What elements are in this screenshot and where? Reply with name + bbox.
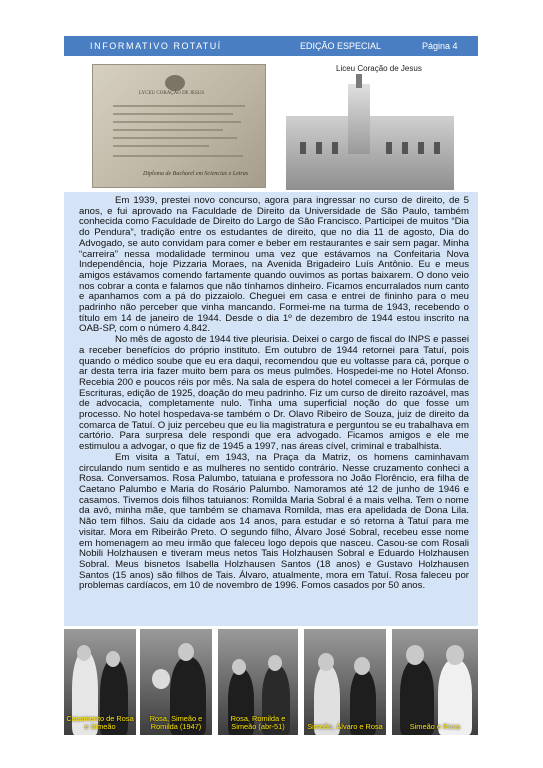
diploma-school: LYCEU CORAÇÃO DE JESUS (139, 91, 205, 96)
photo-simeao-alvaro-rosa (304, 629, 386, 735)
diploma-title: Diploma de Bacharel em Sciencias e Letras (143, 171, 249, 177)
article-body (64, 192, 478, 626)
photo-wedding (64, 629, 136, 735)
photo-family-1951 (218, 629, 298, 735)
edition-label: EDIÇÃO ESPECIAL (300, 41, 382, 51)
photo-family-1947 (140, 629, 212, 735)
crest-icon (165, 75, 185, 91)
page-number: Página 4 (422, 41, 458, 51)
photo-caption: Simeão, Álvaro e Rosa (307, 722, 383, 731)
photo-strip (64, 629, 478, 735)
publication-name: INFORMATIVO ROTATUÍ (90, 41, 222, 51)
school-photo-caption: Liceu Coração de Jesus (336, 64, 422, 73)
page-header (64, 36, 478, 56)
photo-caption: Simeão e Rosa (409, 722, 461, 731)
photo-caption: Casamento de Rosa e Simeão (66, 714, 134, 731)
paragraph: Em 1939, prestei novo concurso, agora para ingressar no curso de direito, de 5 anos, e fui aprovado na Faculdade de Direito da Universidade de São Paulo, também conhecida como Faculdade de Direito do Largo de São Francisco. Participei de muitos “Dia do Pendura”, tradição entre os estudantes de direito, que no dia 11 de agosto, Dia do Advogado, se auto convidam para comer e beber em restaurantes e sair sem pagar. Minha “carreira” nessa modalidade terminou uma vez que estávamos na Confeitaria Nova Independência, hoje Pizzaria Moraes, na Avenida Brigadeiro Luís Antônio. Eu e meus amigos estávamos comendo fartamente quando ouvimos as portas baixarem. O dono veio nos cobrar a conta e falamos que não tínhamos dinheiro. Ficamos encurralados num canto e apanhamos com a pá do pizzaiolo. Cheguei em casa e entrei de fininho para o meu padrinho não perceber que vinha mancando. Formei-me na turma de 1943, recebendo o título em 14 de janeiro de 1944. Desde o dia 1º de dezembro de 1944 estou inscrito na OAB-SP, com o número 4.842. (79, 195, 469, 335)
photo-caption: Rosa, Romilda e Simeão (abr-51) (230, 714, 286, 731)
paragraph: No mês de agosto de 1944 tive pleurisia. Deixei o cargo de fiscal do INPS e passei a receber benefícios do próprio instituto. Em outubro de 1944 retornei para Tatuí, pois quando o médico soube que eu era daqui, recomendou que eu voltasse para cá, porque o ar desta terra iria fazer muito bem para os meus pulmões. Hospedei-me no Hotel Afonso. Recebia 200 e poucos réis por mês. Na sala de espera do hotel comecei a ler Fórmulas de Escrituras, edição de 1925, doação do meu padrinho. Fiz um curso de direito razoável, mas de advocacia, completamente nulo. Tinha uma superficial noção do que fosse um processo. No hotel hospedava-se também o Dr. Olavo Ribeiro de Souza, juiz de direito da comarca de Tatuí. O juiz percebeu que eu lia magistratura e perguntou se eu trabalhava em cartório. Para surpresa dele respondi que era advogado. Ficamos amigos e ele me estimulou a advogar, o que fiz de 1945 a 1997, nas áreas cível, criminal e trabalhista. (79, 334, 469, 453)
paragraph: Em visita a Tatuí, em 1943, na Praça da Matriz, os homens caminhavam circulando num sentido e as mulheres no sentido contrário. Nesse cruzamento conheci a Rosa. Conversamos. Rosa Palumbo, tatuiana e professora no João Florêncio, era filha de Caetano Palumbo e Maria do Rosário Palumbo. Namoramos até 12 de junho de 1946 e casamos. Tivemos dois filhos tatuianos: Romilda Maria Sobral é a mais velha. Tem o nome da avó, minha mãe, que também se chamava Romilda, mas era apelidada de Dona Lila. Não tem filhos. Saiu da cidade aos 14 anos, para estudar e só retorna à Tatuí para me visitar. Mora em Ribeirão Preto. O segundo filho, Álvaro José Sobral, recebeu esse nome em homenagem ao meu irmão que faleceu logo depois que nasceu. Casou-se com Rosali Nobili Holzhausen e tiveram meus netos Tais Holzhausen Sobral e Eduardo Holzhausen Sobral. Meus bisnetos Isabella Holzhausen Santos (18 anos) e Gustavo Holzhausen Santos (15 anos) são filhos de Tais. Álvaro, atualmente, mora em Tatuí. Rosa faleceu por problemas cardíacos, em 10 de novembro de 1996. Fomos casados por 50 anos. (79, 451, 469, 592)
school-photo (286, 64, 454, 190)
photo-simeao-rosa (392, 629, 478, 735)
photo-caption: Rosa, Simeão e Romilda (1947) (149, 714, 203, 731)
diploma-photo (92, 64, 266, 188)
